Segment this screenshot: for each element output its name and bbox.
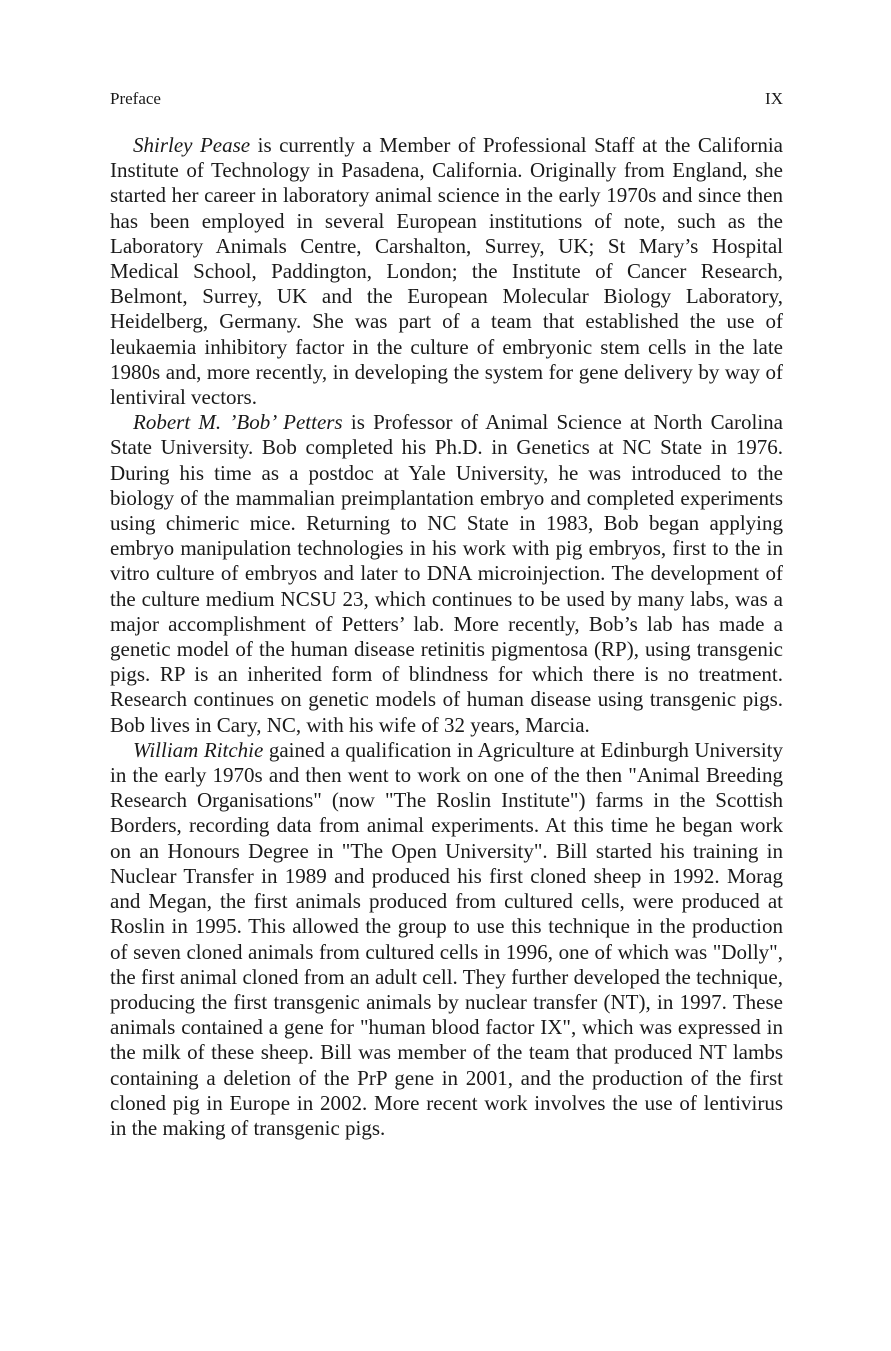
paragraph-robert-petters [110,410,783,738]
paragraph-text: gained a qualification in Agriculture at Edinburgh University in the early 1970s and then went to work on one of the then "Animal Breeding Research Organisations" (now "The Roslin Institute") farms in the Scottish Borders, recording data from animal experiments. At this time he began work on an Honours Degree in "The Open University". Bill started his training in Nuclear Transfer in 1989 and produced his first cloned sheep in 1992. Morag and Megan, the first animals produced from cultured cells, were produced at Roslin in 1995. This allowed the group to use this technique in the production of seven cloned animals from cultured cells in 1996, one of which was "Dolly", the first animal cloned from an adult cell. They further developed the technique, producing the first transgenic animals by nuclear transfer (NT), in 1997. These animals contained a gene for "human blood factor IX", which was expressed in the milk of these sheep. Bill was member of the team that produced NT lambs containing a deletion of the PrP gene in 2001, and the production of the first cloned pig in Europe in 2002. More recent work involves the use of lentivirus in the making of transgenic pigs. [110,737,784,1140]
paragraph-text: is currently a Member of Professional Staff at the California Institute of Technology in Pasadena, California. Originally from England, she started her career in laboratory animal science in the early 1970s and since then has been employed in several European institutions of note, such as the Laboratory Animals Centre, Carshalton, Surrey, UK; St Mary’s Hospital Medical School, Paddington, London; the Institute of Cancer Research, Belmont, Surrey, UK and the European Molecular Biology Laboratory, Heidelberg, Germany. She was part of a team that established the use of leukaemia inhibitory factor in the culture of embryonic stem cells in the late 1980s and, more recently, in developing the system for gene delivery by way of lentiviral vectors. [110,133,783,410]
page-number: IX [765,89,783,108]
paragraph-shirley-pease [110,133,783,410]
person-name: Robert M. ’Bob’ Petters [133,410,343,435]
person-name: Shirley Pease [133,133,251,157]
paragraph-william-ritchie [110,738,783,1141]
section-title: Preface [110,89,161,108]
paragraph-text: is Professor of Animal Science at North Carolina State University. Bob completed his Ph.D. in Genetics at NC State in 1976. During his time as a postdoc at Yale University, he was introduced to the biology of the mammalian preimplantation embryo and completed experiments using chimeric mice. Returning to NC State in 1983, Bob began applying embryo manipulation technologies in his work with pig embryos, first to the in vitro culture of embryos and later to DNA microinjection. The development of the culture medium NCSU 23, which continues to be used by many labs, was a major accomplishment of Petters’ lab. More recently, Bob’s lab has made a genetic model of the human disease retinitis pigmentosa (RP), using transgenic pigs. RP is an inherited form of blindness for which there is no treatment. Research continues on genetic models of human disease using transgenic pigs. Bob lives in Cary, NC, with his wife of 32 years, Marcia. [110,410,783,737]
running-head [110,88,783,110]
person-name: William Ritchie [133,737,264,762]
body-text [110,133,783,1141]
book-page [110,88,783,1141]
